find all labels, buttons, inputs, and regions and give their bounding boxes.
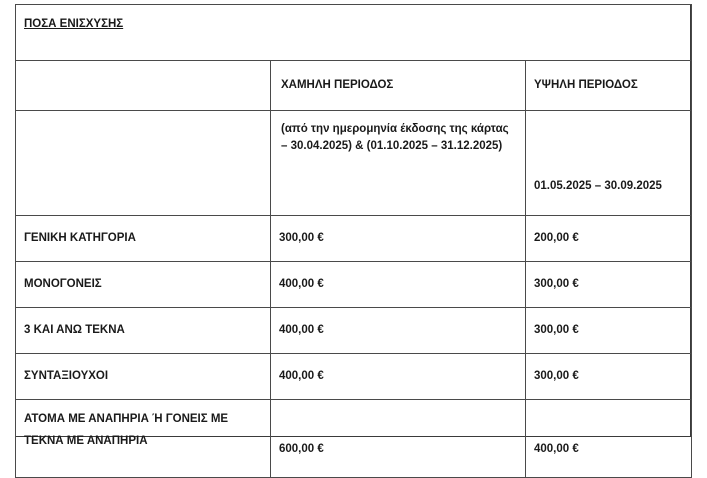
category-cell: ΣΥΝΤΑΞΙΟΥΧΟΙ [16, 354, 271, 400]
low-value-cell: 400,00 € [271, 262, 526, 308]
header-high-period: ΥΨΗΛΗ ΠΕΡΙΟΔΟΣ [526, 61, 692, 111]
table-row [16, 216, 692, 262]
low-period-range: (από την ημερομηνία έκδοσης της κάρτας – 30.04.2025) & (01.10.2025 – 31.12.2025) [271, 111, 526, 216]
table-row [16, 308, 692, 354]
low-value-cell: 300,00 € [271, 216, 526, 262]
high-value-cell: 200,00 € [526, 216, 692, 262]
category-cell: 3 ΚΑΙ ΑΝΩ ΤΕΚΝΑ [16, 308, 271, 354]
subsidy-table [15, 4, 692, 478]
category-cell: ΓΕΝΙΚΗ ΚΑΤΗΓΟΡΙΑ [16, 216, 271, 262]
header-low-period: ΧΑΜΗΛΗ ΠΕΡΙΟΔΟΣ [271, 61, 526, 111]
title-row [16, 5, 692, 61]
category-cell: ΜΟΝΟΓΟΝΕΙΣ [16, 262, 271, 308]
date-range-row [16, 111, 692, 216]
title-cell [16, 5, 692, 61]
high-period-range: 01.05.2025 – 30.09.2025 [526, 111, 692, 216]
low-value-cell: 400,00 € [271, 354, 526, 400]
header-empty-cell [16, 61, 271, 111]
range-empty-cell [16, 111, 271, 216]
table-row [16, 262, 692, 308]
table-row [16, 400, 692, 478]
category-cell: ΑΤΟΜΑ ΜΕ ΑΝΑΠΗΡΙΑ Ή ΓΟΝΕΙΣ ΜΕ ΤΕΚΝΑ ΜΕ ΑΝΑΠΗΡΙΑ [16, 400, 271, 478]
high-value-cell: 300,00 € [526, 308, 692, 354]
high-value-cell: 300,00 € [526, 262, 692, 308]
table-row [16, 354, 692, 400]
low-value-cell: 600,00 € [271, 400, 526, 478]
table-title: ΠΟΣΑ ΕΝΙΣΧΥΣΗΣ [24, 18, 124, 30]
low-value-cell: 400,00 € [271, 308, 526, 354]
high-value-cell: 300,00 € [526, 354, 692, 400]
high-value-cell: 400,00 € [526, 400, 692, 478]
header-row [16, 61, 692, 111]
